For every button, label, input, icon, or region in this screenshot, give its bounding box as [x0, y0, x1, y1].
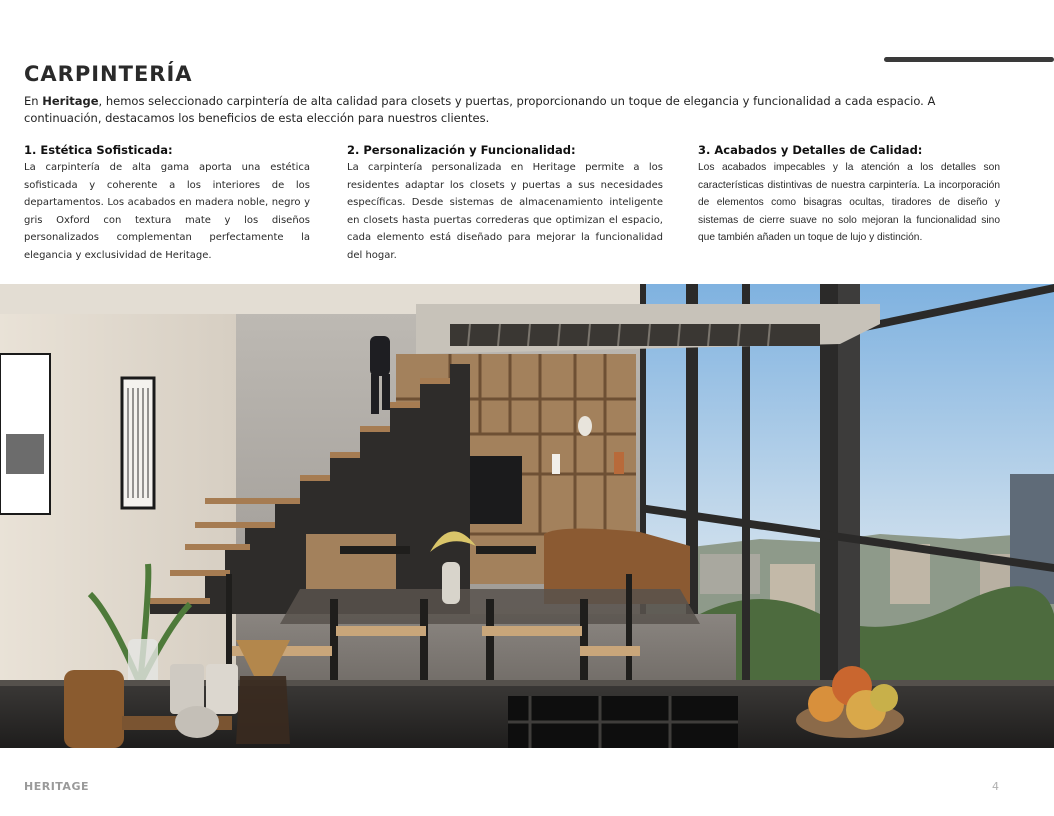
intro-text-end: , hemos seleccionado carpintería de alta calidad para closets y puertas, proporcionando un toque de elegancia y funcionalidad a cada espacio. A continuación, destacamos los beneficios de esta elección para nuestros clientes. — [24, 94, 936, 125]
intro-text-start: En — [24, 94, 43, 108]
intro-paragraph — [24, 93, 959, 127]
footer-brand: HERITAGE — [24, 780, 89, 793]
section-heading: 2. Personalización y Funcionalidad: — [347, 143, 576, 157]
intro-brand-name: Heritage — [42, 94, 99, 108]
section-heading: 1. Estética Sofisticada: — [24, 143, 173, 157]
header-accent-line — [884, 57, 1054, 62]
section-finishes — [698, 143, 1000, 247]
page-title: CARPINTERÍA — [24, 62, 193, 86]
section-body: Los acabados impecables y la atención a los detalles son características distintivas de nuestra carpintería. La incorporación de elementos como bisagras ocultas, tiradores de diseño y sistemas de cierre suave no solo mejoran la funcionalidad sino que también añaden un toque de lujo y distinción. — [698, 162, 1000, 244]
interior-photo — [0, 284, 1054, 748]
section-aesthetic — [24, 143, 310, 265]
section-personalization — [347, 143, 663, 265]
section-heading: 3. Acabados y Detalles de Calidad: — [698, 143, 923, 157]
section-body: La carpintería de alta gama aporta una estética sofisticada y coherente a los interiores de los departamentos. Los acabados en madera noble, negro y gris Oxford con textura mate y los diseños personalizados complementan perfectamente la elegancia y exclusividad de Heritage. — [24, 162, 310, 261]
page-number: 4 — [992, 780, 999, 793]
section-body: La carpintería personalizada en Heritage permite a los residentes adaptar los closets y puertas a sus necesidades específicas. Desde sistemas de almacenamiento inteligente en closets hasta puertas correderas que optimizan el espacio, cada elemento está diseñado para mejorar la funcionalidad del hogar. — [347, 162, 663, 261]
